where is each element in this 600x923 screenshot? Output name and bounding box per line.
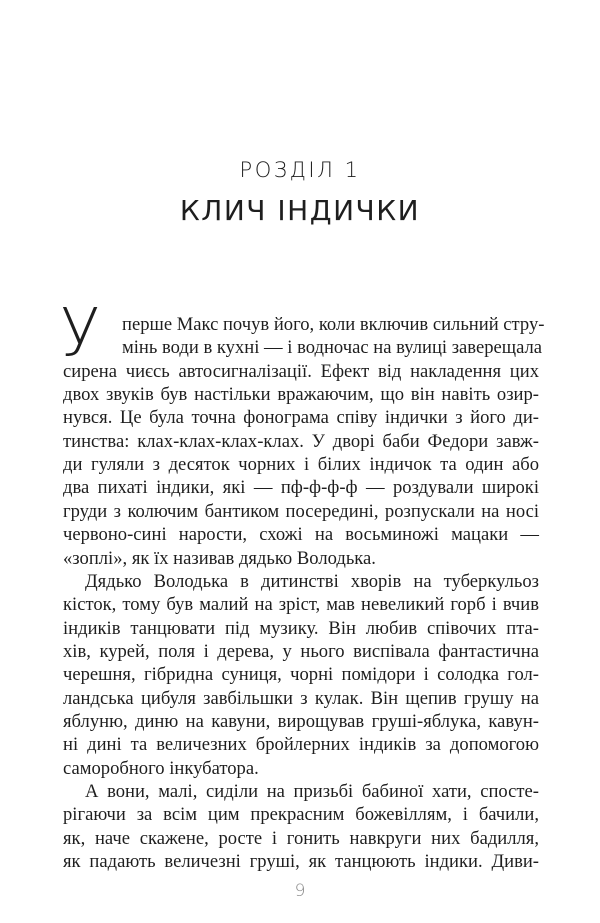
text-line: Дядько Володька в дитинстві хворів на туберкульоз: [85, 570, 539, 592]
text-line: ландська цибуля завбільшки з кулак. Він щепив грушу на: [63, 687, 539, 709]
text-line: рігаючи за всім цим прекрасним божевіллям, і бачили,: [63, 804, 539, 826]
page-number: 9: [294, 881, 306, 901]
text-line: ди гуляли з десяток чорних і білих індичок та один або: [63, 454, 539, 476]
text-line: саморобного інкубатора.: [63, 757, 259, 779]
text-line: яблуню, диню на кавуни, вирощував груші-яблука, кавун-: [63, 710, 539, 732]
text-line: «зоплі», як їх називав дядько Володька.: [63, 547, 376, 569]
text-line: груди з колючим бантиком посередині, розпускали на носі: [63, 500, 539, 522]
text-line: мінь води в кухні — і водночас на вулиці заверещала: [122, 337, 543, 359]
chapter-label: РОЗДІЛ 1: [239, 158, 361, 182]
text-line: двох звуків був настільки вражаючим, що він навіть озир-: [63, 384, 539, 406]
text-line: сирена чиєсь автосигналізації. Ефект від накладення цих: [63, 360, 539, 382]
text-line: червоно-сині нарости, схожі на восьминожі мацаки —: [63, 524, 539, 546]
text-line: А вони, малі, сиділи на призьбі бабиної хати, спосте-: [85, 781, 539, 802]
text-line: хів, курей, поля і дерева, у нього виспівала фантастична: [63, 640, 539, 662]
drop-cap: У: [60, 294, 101, 371]
text-line: кісток, тому був малий на зріст, мав невеликий горб і вчив: [63, 594, 539, 616]
text-line: перше Макс почув його, коли включив сильний стру-: [122, 314, 545, 335]
text-line: ні дині та величезних бройлерних індиків за допомогою: [63, 734, 539, 756]
text-line: два пихаті індики, які — пф-ф-ф-ф — роздували широкі: [63, 477, 539, 499]
text-line: як, наче скажене, росте і гонить навкруги них бадилля,: [63, 827, 539, 849]
text-line: тинства: клах-клах-клах-клах. У дворі баби Федори завж-: [63, 430, 539, 452]
text-line: як падають величезні груші, як танцюють індики. Диви-: [63, 851, 539, 873]
chapter-title: КЛИЧ ІНДИЧКИ: [179, 194, 421, 227]
text-line: нувся. Це була точна фонограма співу індички з його ди-: [63, 407, 539, 429]
text-line: індиків танцювати під музику. Він любив співочих пта-: [63, 617, 539, 639]
text-line: черешня, гібридна суниця, чорні помідори і солодка гол-: [63, 664, 539, 686]
